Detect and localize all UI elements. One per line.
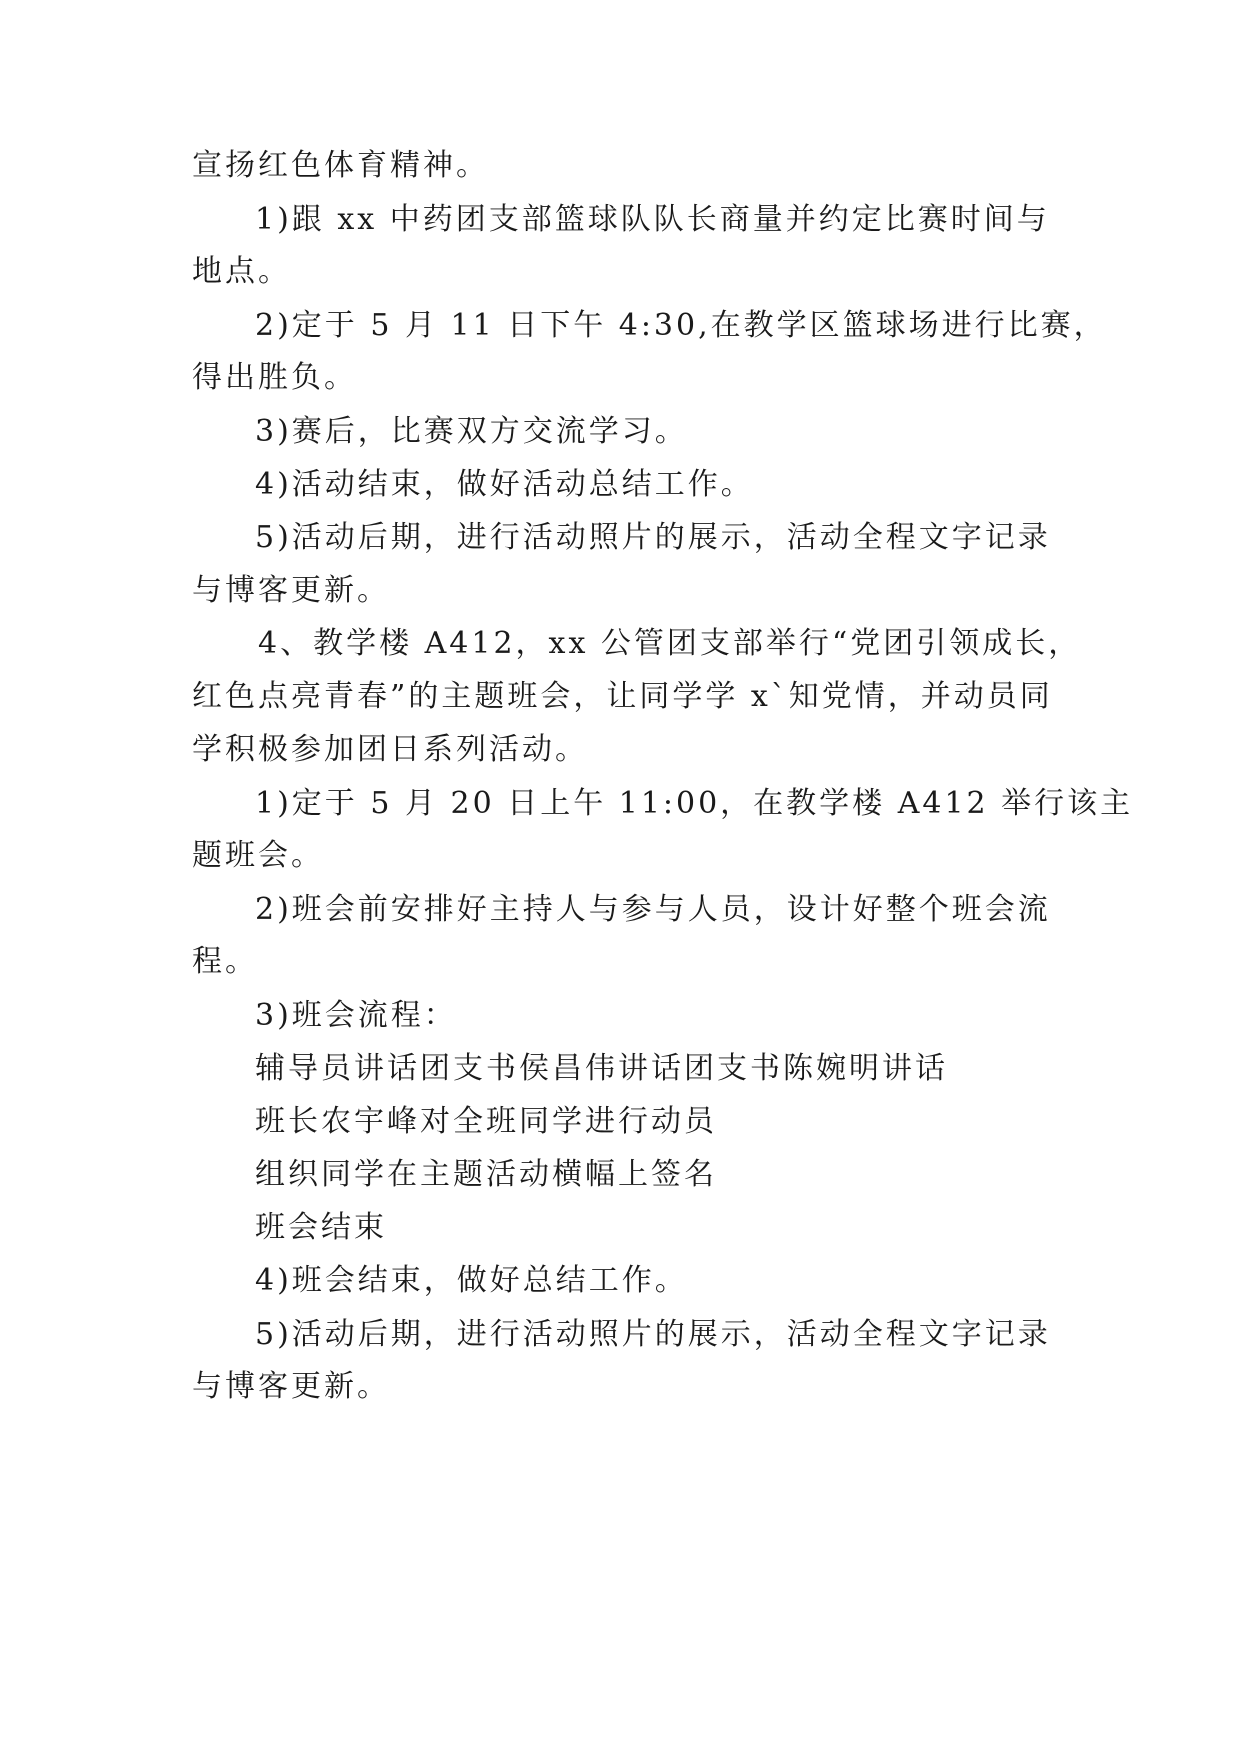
process-step-line: 班长农宇峰对全班同学进行动员 <box>255 1104 717 1139</box>
list-item-line: 1)定于 5 月 20 日上午 11:00，在教学楼 A412 举行该主 <box>255 786 1134 821</box>
paragraph-line: 程。 <box>192 944 258 979</box>
process-step-line: 组织同学在主题活动横幅上签名 <box>255 1157 717 1192</box>
paragraph-line: 红色点亮青春”的主题班会，让同学学 x`知党情，并动员同 <box>192 679 1053 714</box>
process-step-line: 辅导员讲话团支书侯昌伟讲话团支书陈婉明讲话 <box>255 1051 948 1086</box>
list-item-line: 3)班会流程： <box>255 998 457 1033</box>
list-item-line: 5)活动后期，进行活动照片的展示，活动全程文字记录 <box>255 1317 1051 1352</box>
list-item-line: 2)定于 5 月 11 日下午 4:30,在教学区篮球场进行比赛， <box>255 308 1107 343</box>
list-item-line: 3)赛后，比赛双方交流学习。 <box>255 414 688 449</box>
list-item-line: 4)班会结束，做好总结工作。 <box>255 1263 688 1298</box>
paragraph-line: 与博客更新。 <box>192 1369 390 1404</box>
paragraph-line: 题班会。 <box>192 838 324 873</box>
list-item-line: 5)活动后期，进行活动照片的展示，活动全程文字记录 <box>255 520 1051 555</box>
paragraph-line: 宣扬红色体育精神。 <box>192 148 489 183</box>
list-item-line: 4)活动结束，做好活动总结工作。 <box>255 467 754 502</box>
paragraph-line: 地点。 <box>192 254 291 289</box>
paragraph-line: 与博客更新。 <box>192 573 390 608</box>
list-item-line: 1)跟 xx 中药团支部篮球队队长商量并约定比赛时间与 <box>255 202 1050 237</box>
process-step-line: 班会结束 <box>255 1210 387 1245</box>
paragraph-line: 学积极参加团日系列活动。 <box>192 732 588 767</box>
list-item-line: 2)班会前安排好主持人与参与人员，设计好整个班会流 <box>255 892 1051 927</box>
paragraph-line: 得出胜负。 <box>192 360 357 395</box>
section-heading-line: 4、教学楼 A412，xx 公管团支部举行“党团引领成长， <box>258 626 1082 661</box>
